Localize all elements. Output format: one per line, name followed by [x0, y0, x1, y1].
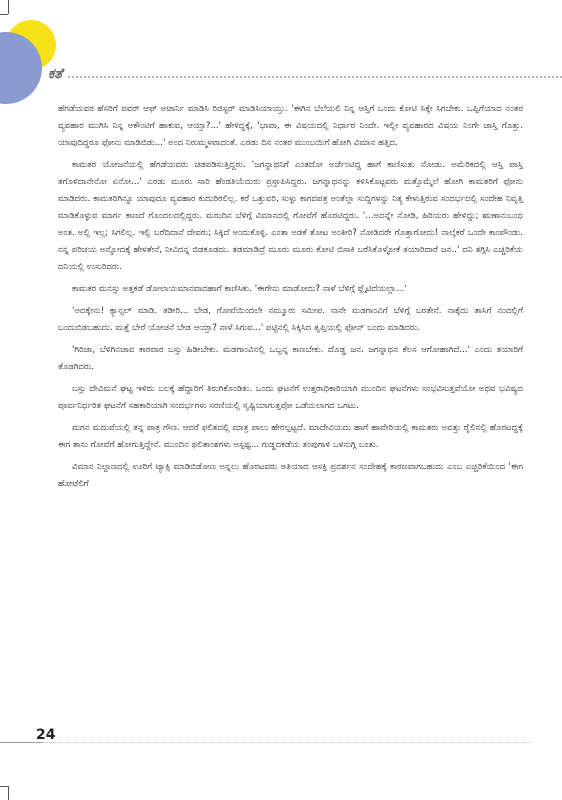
- paragraph: ಹೆಗಡೆಯವರ ಹೆಸರಿಗೆ ಪವರ್ ಆಫ್ ಅಟಾರ್ನಿ ಮಾಡಿಸಿ ರಿಜಿಸ್ಟರ್ ಮಾಡಿಸಿಯಾಯ್ತು. 'ಈಗಿನ ಬೆಲೆಯಲಿ ನಿನ್ನ ಆಸ್ತಿಗೆ ಒಂದು ಕೋಟಿ ಸಿಕ್ಕೇ ಸಿಗಬೇಕು. ಒಪ್ಪಿಗೆಯಾದ ನಂತರ ವ್ಯವಹಾರ ಮುಗಿಸಿ ನಿನ್ನ ಅಕೌಂಟಿಗೆ ಹಾಕುವ, ಆಯ್ತಾ?...' ಹೇಳಿದ್ದಕ್ಕೆ, 'ಭಾವಾ, ಈ ವಿಷಯದಲ್ಲಿ ನಿರ್ಧಾರ ನಿಂದೇ. ಇಲ್ಲೀ ವ್ಯವಹಾರದ ವಿಷಯ ನಿಂಗೇ ಜಾಸ್ತಿ ಗೊತ್ತು. ಯಾವುದಿದ್ದರೂ ಫೋನು ಮಾಡಿಬಿಡು...' ಅಂದ ನಿರುಮ್ಮಳವಾದಂತೆ. ಎರಡು ದಿನ ನಂತರ ಮುಂಬಯಿಗೆ ಹೋಗಿ ವಿಮಾನ ಹತ್ತಿದ.: [58, 104, 523, 148]
- header-dotted-rule: [68, 76, 562, 78]
- page-number: 24: [36, 727, 56, 743]
- paragraph: ಕಾಮತರ ಯೋಜನೆಯಲ್ಲಿ ಹೆಗಡೆಯವರು ಚಡಪಡಿಸುತ್ತಿದ್ದರು. 'ಜಗನ್ನಾಥನಿಗೆ ಎಂತದೋ ಅರ್ಜೆಂಟಿದ್ದ ಹಾಗೆ ಕಾಣಿಸುತು ನೋಡು. ಅಮೆರಿಕದಲ್ಲಿ ಆಸ್ತಿ ಪಾಸ್ತಿ ತಗೊಳಿದಾನೇನೋ ಏನೋ...' ಎರಡು ಮೂರು ಸಾರಿ ಹೆಂಡತಿಯೆದುರು ಪ್ರಸ್ತಾಪಿಸಿದ್ದರು. ಜಗನ್ನಾಥನನ್ನು ಕಳಿಸಿಕೊಟ್ಟವರು ಮತ್ತೊಮ್ಮೆಲೆ ಹೋಗಿ ಕಾಮತರಿಗೆ ಫೋನು ಮಾಡಿದರು. ಕಾಮತರಿಗಿನ್ನೂ ಯಾವುದೂ ವ್ಯವಹಾರ ಕುದುರಿರಲಿಲ್ಲ. ಕರೆ ಒತ್ತುವರಿ, ಸುಳ್ಳು ಕಾಗದಪತ್ರ ಅಂತೆಲ್ಲಾ ಸುದ್ದಿಗಳನ್ನು ನಿತ್ಯ ಕೇಳುತ್ತಿರುವ ಸಂದರ್ಭದಲ್ಲಿ ಸಂದೇಹ ನಿವೃತ್ತಿ ಮಾಡಿಕೊಳ್ಳುವ ಮಾರ್ಗ ಕಾಣದೆ ಗೊಂದಲದಲ್ಲಿದ್ದರು. ಮರುದಿನ ಬೆಳಿಗ್ಗೆ ವಿಮಾನದಲ್ಲಿ ಗೋವೆಗೆ ಹೊರಟಿದ್ದರು. '...ಅದನ್ನೇ ನೋಡಿ, ಹಿರಿಯರು ಹೇಳಿದ್ದು; ಋಣಾನುಬಂಧ ಅಂತ. ಅಲ್ಲಿ ಇಲ್ಲ; ಸಿಗಲಿಲ್ಲ. ಇಲ್ಲಿ ಬರೆದಿದಾನೆ ದೇವರು; ಸಿಕ್ಕಿದೆ ಅಂದುಕೊಳ್ಳಿ. ಎಂತಾ ಅಡಕೆ ತೋಟ ಅಂತೀರಿ? ನೋಡಿದರೇ ಗೊತ್ತಾಗೋದು! ನಾಲ್ಕೆಕರೆ ಒಂದೇ ಕಾಂಪೌಂಡು. ನನ್ನ ಪರಿಚಯ ಅನ್ನೋದಕ್ಕೆ ಹೇಳತೇನೆ, ನೀವಿದನ್ನ ಬಿಡಕೂಡದು. ತಡಮಾಡಿದ್ರೆ ಮೂರು ಮೂರು ಕೋಟಿ ಬಿಸಾಕಿ ಬರೆಸಿಕೊಳ್ಳೋಕೆ ತಯಾರಿದಾರೆ ಜನ..' ದನಿ ತಗ್ಗಿಸಿ ಎಚ್ಚರಿಕೆಯ ದನಿಯಲ್ಲಿ ಉಸುರಿದರು.: [58, 160, 523, 272]
- crop-mark-bottom-vertical: [8, 786, 9, 800]
- paragraph: ಕಾಮತರ ಮನಸ್ಸು ಅತ್ತಕಡೆ ಡೋಲಾಯಮಾನವಾದಹಾಗೆ ಕಾಣಿಸಿತು. 'ಈಗೇನು ಮಾಡೋದು? ನಾಳೆ ಬೆಳಿಗ್ಗೆ ಫ್ಲೈಟಿದೆಯಲ್ಲಾ...': [72, 284, 407, 294]
- paragraph: 'ಅದಕ್ಕೇನು! ಕ್ಯಾನ್ಸಲ್ ಮಾಡಿ. ತಡೀರಿ... ಬೇಡ, ಗೋವೆಯಿಂದಲೇ ನಮ್ಮೂರು ಸಮೀಪ. ನಾನೇ ಮಡಗಾಂವಿಗೆ ಬೆಳಿಗ್ಗೆ ಬರತೇನೆ. ನಾಕ್ಕೆದು ತಾಸಿಗೆ ನಂದಲ್ಲಿಗೆ ಬಂದುಬಿಡಬಹುದು. ಮತ್ತೆ ಬೇರೆ ಯೋಚನೆ ಬೇಡ ಆಯ್ತಾ? ನಾಳೆ ಸಿಗುವ...' ಪಟ್ಟಿನಲ್ಲಿ ಸಿಕ್ಕಿಸಿದ ತೃಪ್ತಿಯಲ್ಲಿ ಫೋನ್ ಬಂದು ಮಾಡಿದರು.: [58, 306, 523, 333]
- footer-dotted-rule: [42, 742, 532, 743]
- paragraph: ಮಗನ ಮದುವೆಯಲ್ಲಿ ತನ್ನ ಪಾತ್ರ ಗೌಣ. ಆದರೆ ಫಲಿತದಲ್ಲಿ ಮಾತ್ರ ಪಾಲು ಹೇರಲ್ಪಟ್ಟದೆ. ಮಾದೇವಿಯದು ಹಾಗೆ ಹಾವೇರಿಯಲ್ಲಿ ಕಾಮತರು ಅವತ್ತು ರೈಲಿನಲ್ಲಿ ಹೊರಟದ್ದಕ್ಕೆ ಈಗ ತಾನು ಗೋವೆಗೆ ಹೋಗುತ್ತಿದ್ದೇನೆ. ಮುಂದಿನ ಫಲಿತಾಂಶಗಳು ಅಸ್ಪಷ್ಟ... ಗುಡ್ಡದಕಡೆಯ ತಂಪುಗಾಳಿ ಒಳನುಗ್ಗಿ ಬಂತು.: [58, 423, 523, 450]
- section-label: ಕತೆ: [48, 66, 63, 82]
- body-text: [58, 101, 523, 498]
- paragraph: ಬಸ್ಸು ದೇವಿಮನೆ ಘಟ್ಟ ಇಳಿದು ಬಲಕ್ಕೆ ಹೆದ್ದಾರಿಗೆ ತಿರುಗಿಕೊಂಡಿತು. ಒಂದು ಘಟನೆಗೆ ಉತ್ತರಾಧಿಕಾರಿಯಾಗಿ ಮುಂದಿನ ಘಟನೆಗಳು ಸಂಭವಿಸುತ್ತವೆಯೋ ಅಥವ ಭವಿಷ್ಯದ ಪೂರ್ವನಿರ್ಧರಿತ ಘಟನೆಗೆ ಸಹಕಾರಿಯಾಗಿ ಸಂದರ್ಭಗಳು ಸರಣಿಯಲ್ಲಿ ಸೃಷ್ಟಿಯಾಗುತ್ತವೋ ಒಡೆಯಲಾಗದ ಒಗಟು.: [58, 384, 523, 411]
- crop-mark-top-vertical: [8, 0, 9, 14]
- paragraph: 'ಗಿರಿಜಾ, ಬೆಳಿಗಿನಜಾವ ಕಾರವಾರ ಬಸ್ಸು ಹಿಡೀಬೇಕು. ಮಡಗಾಂವಿನಲ್ಲಿ ಒಬ್ಬನ್ನ ಕಾಣಬೇಕು. ದೊಡ್ಡ ಜನ. ಜಗನ್ನಾಥನ ಕೆಲಸ ಆಗೋಹಾಗಿದೆ...' ಎಂದು ತಯಾರಿಗೆ ತೊಡಗಿದರು.: [58, 345, 523, 372]
- paragraph: ವಿಮಾನ ನಿಲ್ದಾಣದಲ್ಲಿ ಊರಿಗೆ ಟ್ಯಾಕ್ಸಿ ಮಾಡಿಬಿಡೋಣ ಅನ್ನಲು ಹೊರಟವರು ಅತಿಯಾದ ಆಸಕ್ತಿ ಪ್ರದರ್ಶನ ಸಂದೇಹಕ್ಕೆ ಕಾರಣವಾಗಬಹುದು ಎಂಬ ಎಚ್ಚರಿಕೆಯಿಂದ 'ಈಗ ಹೋಟೆಲಿಗೆ: [58, 462, 523, 489]
- crop-mark-bottom-horizontal: [0, 786, 8, 787]
- crop-mark-top-horizontal: [0, 14, 8, 15]
